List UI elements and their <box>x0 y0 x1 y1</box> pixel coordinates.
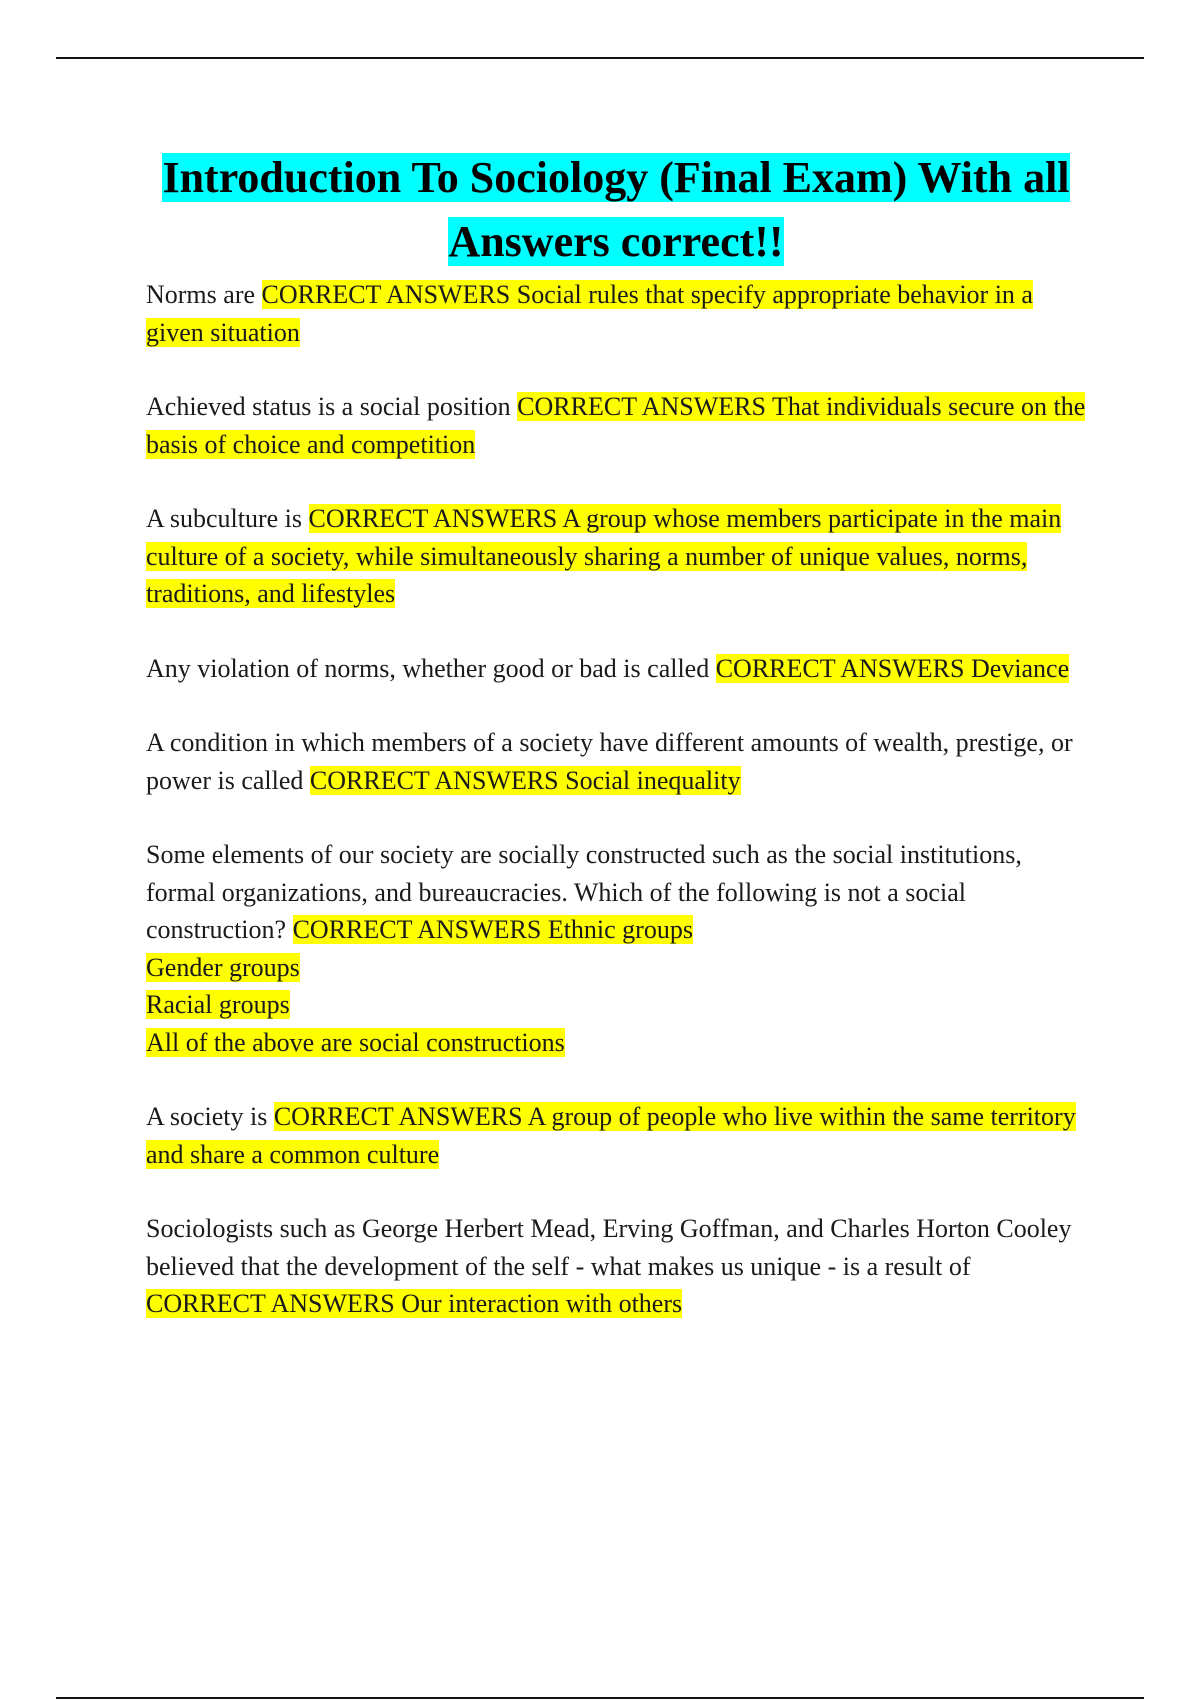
question-text: Any violation of norms, whether good or bad is called <box>146 653 716 683</box>
qa-item-deviance <box>146 650 1086 688</box>
qa-item-self-development <box>146 1210 1086 1323</box>
answer-highlight: CORRECT ANSWERS Deviance <box>715 653 1070 683</box>
qa-item-norms <box>146 276 1086 351</box>
qa-item-social-inequality <box>146 724 1086 799</box>
answer-line: All of the above are social constructions <box>146 1027 565 1057</box>
qa-item-social-construction <box>146 836 1086 1061</box>
footer-rule <box>56 1697 1144 1699</box>
document-body <box>146 146 1086 1360</box>
answer-highlight: CORRECT ANSWERS Our interaction with others <box>146 1289 683 1318</box>
answer-highlight: CORRECT ANSWERS A group whose members participate in the main culture of a society, while simultaneously sharing a number of unique values, norms, traditions, and lifestyles <box>146 504 1062 608</box>
qa-item-subculture <box>146 500 1086 613</box>
question-text: Sociologists such as George Herbert Mead, Erving Goffman, and Charles Horton Cooley believed that the development of the self - what makes us unique - is a result of <box>146 1214 1072 1281</box>
answer-highlight: CORRECT ANSWERS That individuals secure on the basis of choice and competition <box>146 392 1086 459</box>
question-text: A condition in which members of a society have different amounts of wealth, prestige, or power is called <box>146 728 1073 795</box>
qa-item-achieved-status <box>146 388 1086 463</box>
question-text: Achieved status is a social position <box>146 392 518 421</box>
answer-line: Gender groups <box>146 952 300 982</box>
answer-highlight: CORRECT ANSWERS Social rules that specify appropriate behavior in a given situation <box>146 280 1033 347</box>
answer-highlight: CORRECT ANSWERS A group of people who live within the same territory and share a common culture <box>146 1102 1076 1169</box>
qa-item-society <box>146 1098 1086 1173</box>
title-highlight: Introduction To Sociology (Final Exam) With all Answers correct!! <box>162 153 1070 266</box>
question-text: Some elements of our society are socially constructed such as the social institutions, formal organizations, and bureaucracies. Which of the following is not a social construction? <box>146 840 1022 944</box>
question-text: A subculture is <box>146 504 309 533</box>
document-title <box>146 146 1086 274</box>
question-text: A society is <box>146 1102 274 1131</box>
answer-highlight: CORRECT ANSWERS Social inequality <box>309 765 741 795</box>
header-rule <box>56 57 1144 59</box>
answer-highlight: CORRECT ANSWERS Ethnic groups <box>292 915 693 944</box>
answer-line: Racial groups <box>146 990 290 1019</box>
question-text: Norms are <box>146 280 262 309</box>
